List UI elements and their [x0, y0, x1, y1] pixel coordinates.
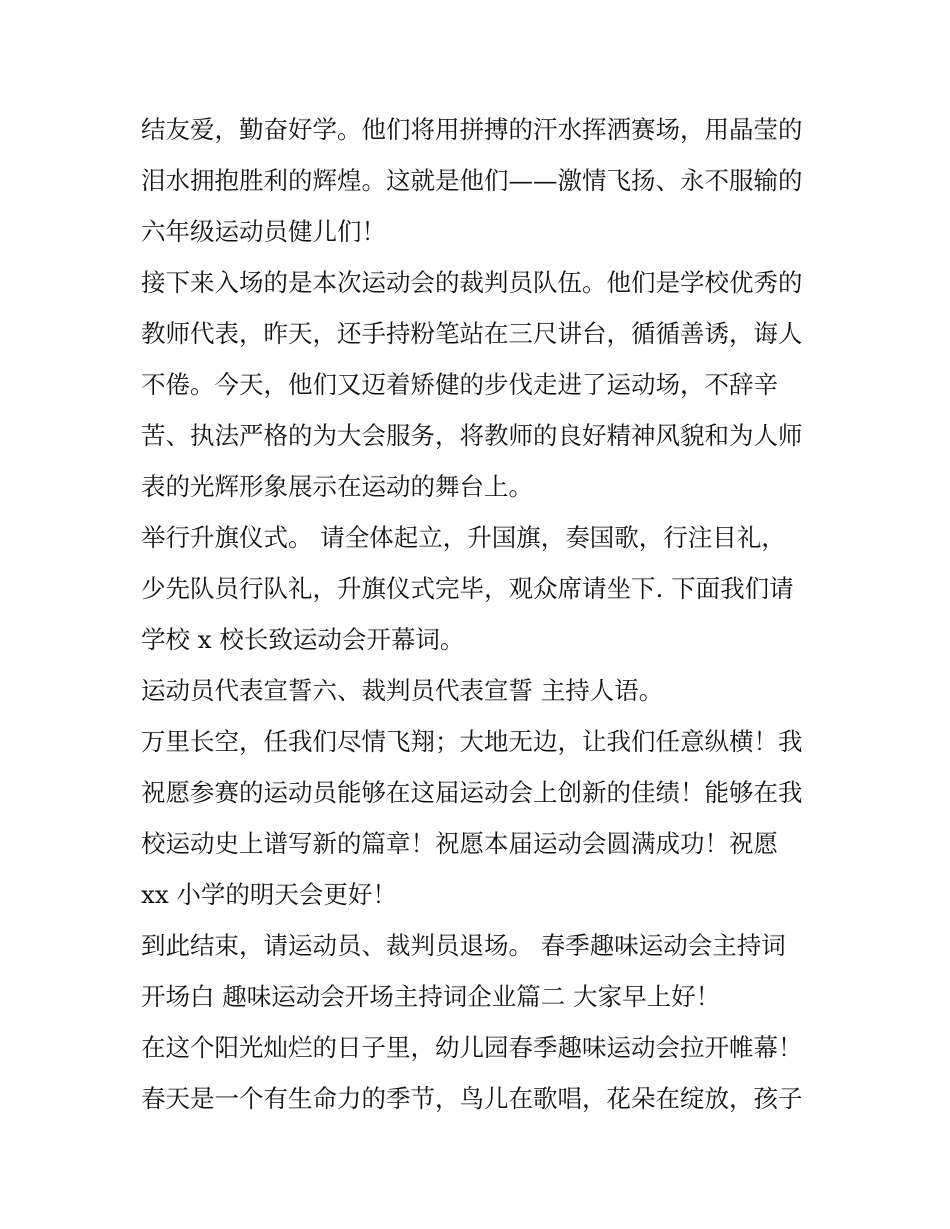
text-line: 春天是一个有生命力的季节，鸟儿在歌唱，花朵在绽放，孩子	[141, 1084, 803, 1113]
text-line: 少先队员行队礼，升旗仪式完毕，观众席请坐下. 下面我们请	[141, 574, 794, 603]
text-line: 万里长空，任我们尽情飞翔；大地无边，让我们任意纵横！我	[141, 727, 803, 756]
text-line: 举行升旗仪式。 请全体起立，升国旗，奏国歌，行注目礼，	[141, 523, 786, 552]
text-line: 开场白 趣味运动会开场主持词企业篇二 大家早上好！	[141, 982, 721, 1011]
text-line: 运动员代表宣誓六、裁判员代表宣誓 主持人语。	[141, 676, 664, 705]
text-line: 不倦。今天，他们又迈着矫健的步伐走进了运动场，不辞辛	[141, 370, 778, 399]
text-line: 苦、执法严格的为大会服务，将教师的良好精神风貌和为人师	[141, 421, 803, 450]
text-line: xx 小学的明天会更好！	[141, 880, 397, 909]
text-line: 表的光辉形象展示在运动的舞台上。	[141, 472, 533, 501]
body-text	[141, 104, 821, 1124]
text-line: 结友爱，勤奋好学。他们将用拼搏的汗水挥洒赛场，用晶莹的	[141, 115, 803, 144]
text-line: 教师代表，昨天，还手持粉笔站在三尺讲台，循循善诱，诲人	[141, 319, 803, 348]
text-line: 泪水拥抱胜利的辉煌。这就是他们——激情飞扬、永不服输的	[141, 166, 803, 195]
text-line: 校运动史上谱写新的篇章！祝愿本届运动会圆满成功！祝愿	[141, 829, 778, 858]
text-line: 学校 x 校长致运动会开幕词。	[141, 625, 465, 654]
text-line: 祝愿参赛的运动员能够在这届运动会上创新的佳绩！能够在我	[141, 778, 803, 807]
text-line: 六年级运动员健儿们！	[141, 217, 386, 246]
text-line: 接下来入场的是本次运动会的裁判员队伍。他们是学校优秀的	[141, 268, 803, 297]
text-line: 到此结束，请运动员、裁判员退场。 春季趣味运动会主持词	[141, 931, 786, 960]
text-line: 在这个阳光灿烂的日子里，幼儿园春季趣味运动会拉开帷幕！	[141, 1033, 803, 1062]
